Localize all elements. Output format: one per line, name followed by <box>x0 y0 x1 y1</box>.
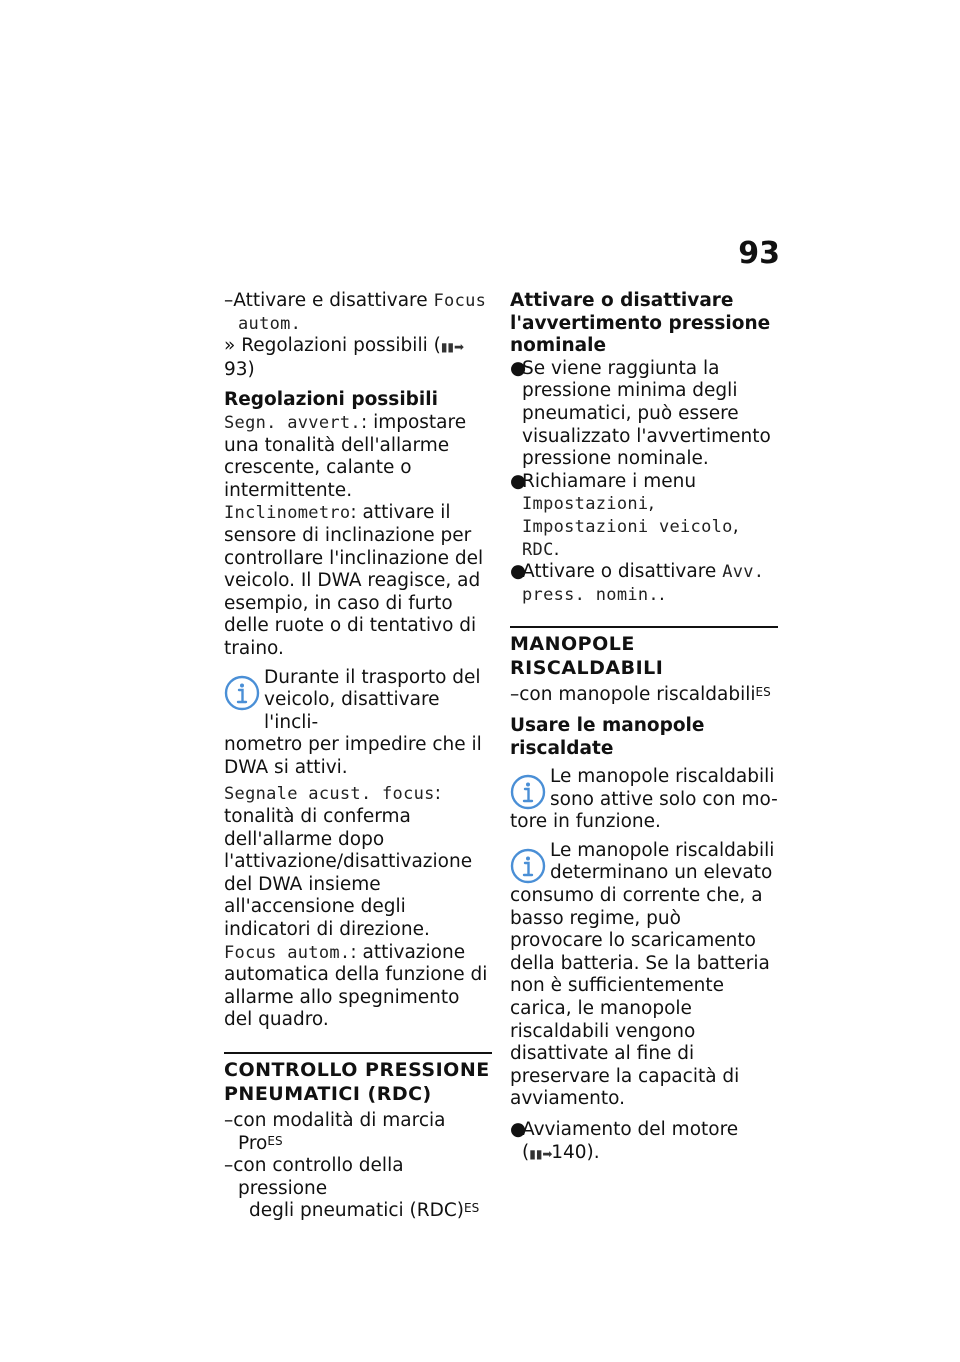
list-item-manopole: –con manopole riscaldabili$^{ES}$ <box>510 684 771 706</box>
list-item-focus-autom: –Attivare e disattivare Focus autom. <box>224 290 487 334</box>
setting-focus-autom: Focus autom.: attivazione automatica della funzione di allarme allo spegnimento del quadro. <box>224 941 488 1031</box>
info-icon <box>510 848 546 884</box>
menu-term: Focus autom. <box>238 291 487 334</box>
cross-reference: » Regolazioni possibili (▮▮➡93) <box>224 335 465 380</box>
info-note: Le manopole riscaldabili sono attive solo con mo- tore in funzione. <box>510 766 778 833</box>
list-item-pro: –con modalità di marcia Pro$^{ES}$ <box>224 1110 446 1154</box>
bullet-icon: ● <box>510 1119 527 1140</box>
page-ref-arrow-icon: ▮▮➡ <box>529 1146 553 1161</box>
chevron-right-icon: » <box>224 335 236 357</box>
setting-segnale-acust: Segnale acust. focus: tonalità di conferma dell'allarme dopo l'attivazione/disattivazione del DWA insieme all'accensione degli indicatori di direzione. <box>224 783 473 941</box>
setting-inclinometro: Inclinometro: attivare il sensore di inclinazione per controllare l'inclinazione del veicolo. Il DWA reagisce, ad esempio, in caso di furto delle ruote o di tentativo di traino. <box>224 502 484 659</box>
section-divider <box>510 626 778 680</box>
left-column <box>224 290 492 1223</box>
right-column <box>510 290 778 1165</box>
dash-marker: – <box>224 290 234 311</box>
setting-segn-avvert: Segn. avvert.: impostare una tonalità dell'allarme crescente, calante o intermittente. <box>224 411 467 501</box>
info-icon <box>224 675 260 711</box>
list-item-rdc: –con controllo della pressione degli pneumatici (RDC)$^{ES}$ <box>224 1155 480 1222</box>
info-icon <box>510 774 546 810</box>
page-ref-arrow-icon: ▮▮➡ <box>440 340 465 355</box>
bullet-item: ●Se viene raggiunta la pressione minima degli pneumatici, può essere visualizzato l'avvertimento pressione nominale. <box>510 357 771 470</box>
info-note: Le manopole riscaldabili determinano un elevato consumo di corrente che, a basso regime, può provocare lo scaricamento della batteria. Se la batteria non è sufficientemente carica, le manopole riscaldabili vengono disattivate al fine di preservare la capacità di avviamento. <box>510 839 775 1110</box>
es-badge: ES <box>267 1133 283 1148</box>
info-note: Durante il trasporto del veicolo, disattivare l'incli- nometro per impedire che il DWA si attivi. <box>224 666 482 778</box>
bullet-item: ●Attivare o disattivare Avv. press. nomin.. <box>510 561 765 605</box>
es-badge: ES <box>464 1201 480 1216</box>
heading-regolazioni: Regolazioni possibili <box>224 389 438 411</box>
es-badge: ES <box>755 685 771 700</box>
bullet-icon: ● <box>510 561 527 583</box>
section-title-manopole: MANOPOLE RISCALDABILI <box>510 633 664 680</box>
heading-usare: Usare le manopole riscaldate <box>510 714 705 759</box>
bullet-icon: ● <box>510 357 527 379</box>
heading-avvertimento: Attivare o disattivare l'avvertimento pressione nominale <box>510 290 771 357</box>
bullet-item: ●Richiamare i menu Impostazioni, Impostazioni veicolo, RDC. <box>510 470 739 560</box>
bullet-icon: ● <box>510 470 527 492</box>
section-divider <box>224 1052 492 1106</box>
bullet-item: ●Avviamento del motore (▮▮➡140). <box>510 1119 778 1165</box>
section-title-rdc: CONTROLLO PRESSIONE PNEUMATICI (RDC) <box>224 1059 490 1105</box>
page-number: 93 <box>738 236 780 271</box>
